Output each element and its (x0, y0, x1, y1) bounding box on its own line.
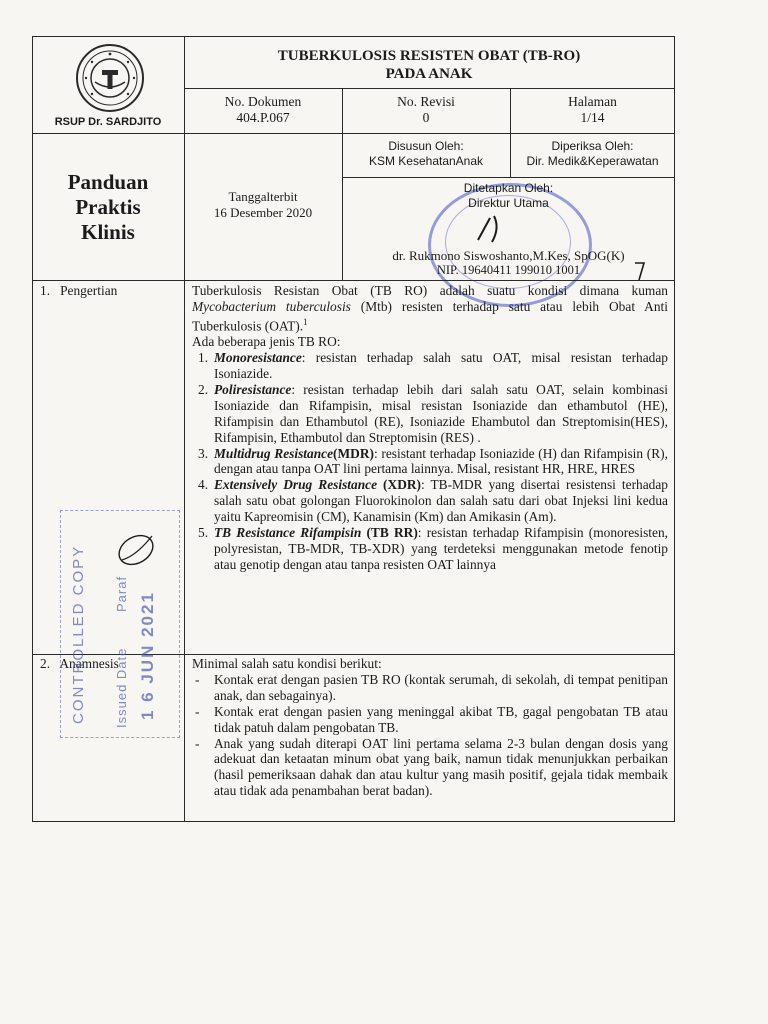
signature-mark (470, 210, 510, 246)
hospital-name: RSUP Dr. SARDJITO (54, 116, 162, 128)
document-title-line2: PADA ANAK (385, 66, 473, 82)
checked-by-label: Diperiksa Oleh: (551, 139, 634, 153)
page-label: Halaman (568, 94, 617, 109)
section2-body (192, 656, 668, 799)
doc-type-line2: Praktis (75, 195, 141, 219)
hospital-logo (62, 42, 158, 116)
prepared-by-value: KSM KesehatanAnak (368, 154, 484, 168)
section1-body (192, 283, 668, 573)
stamp-issued-date: 1 6 JUN 2021 (138, 591, 157, 720)
revision-label: No. Revisi (397, 94, 455, 109)
section2-title: 2. Anamnesis (40, 656, 119, 671)
revision-value: 0 (422, 110, 430, 125)
doc-type-line3: Klinis (81, 220, 135, 244)
list-item: 2. Poliresistance: resistan terhadap lebih dari salah satu OAT, selain kombinasi Isoniazide dan Rifampisin, misal resistan Isoniazide dan ethambutol (HE), Rifampisin dan Ethambutol (RE), Isoniazide Ehambutol dan Streptomisin(HES), Rifampisin, Ethambutol dan Streptomisin (RES) . (198, 381, 668, 445)
doc-type-line1: Panduan (67, 170, 149, 194)
doc-number-label: No. Dokumen (224, 94, 302, 109)
section1-title: 1. Pengertian (40, 283, 118, 298)
doc-number-value: 404.P.067 (236, 110, 290, 125)
section2-lead: Minimal salah satu kondisi berikut: (192, 656, 382, 671)
resistance-types-list (192, 350, 668, 573)
issued-date-label: Tanggalterbit (228, 189, 298, 204)
set-by-label: Ditetapkan Oleh: (463, 181, 554, 195)
checked-by-value: Dir. Medik&Keperawatan (526, 154, 659, 168)
signer-nip: NIP. 19640411 199010 1001 (436, 263, 581, 277)
list-item: - Anak yang sudah diterapi OAT lini pertama selama 2-3 bulan dengan dosis yang adekuat dan ketaatan minum obat yang baik, namun tidak menunjukkan perbaikan (hasil pemeriksaan dahak dan atau kultur yang masih positif, gejala tidak membaik atau tidak ada penambahan berat badan). (195, 735, 668, 799)
info-row-divider (342, 177, 675, 178)
list-item: 4. Extensively Drug Resistance (XDR): TB-MDR yang disertai resistensi terhadap salah satu obat golongan Fluorokinolon dan salah satu dari obat Injeksi lini kedua yaitu Kapreomisin (CM), Kanamisin (Km) dan Amikasin (Am). (198, 477, 668, 525)
controlled-copy-text: CONTROLLED COPY (70, 544, 87, 724)
document-title-line1: TUBERKULOSIS RESISTEN OBAT (TB-RO) (277, 48, 581, 64)
paraf-signature-mark (112, 524, 162, 574)
page-value: 1/14 (580, 110, 605, 125)
header-title-divider (184, 88, 675, 89)
list-item: 3. Multidrug Resistance(MDR): resistant terhadap Isoniazide (H) dan Rifampisin (R), dengan atau tanpa OAT lini pertama lainnya. Misal, resistant HR, HRE, HRES (198, 445, 668, 477)
issued-date-stamp-label: Issued Date (114, 647, 129, 728)
initial-mark (633, 260, 647, 282)
stamp-paraf-label: Paraf (114, 575, 129, 612)
set-by-role: Direktur Utama (468, 196, 549, 210)
signer-name: dr. Rukmono Siswoshanto,M.Kes, SpOG(K) (392, 248, 625, 263)
list-item: - Kontak erat dengan pasien TB RO (kontak serumah, di sekolah, di tempat penitipan anak, dan sebagainya). (195, 671, 668, 703)
list-item: 5. TB Resistance Rifampisin (TB RR): resistan terhadap Rifampisin (monoresisten, polyresistan, TB-MDR, TB-XDR) yang terdeteksi menggunakan metode fenotip atau genotip dengan atau tanpa resisten OAT lainnya (198, 525, 669, 572)
prepared-by-label: Disusun Oleh: (388, 139, 464, 153)
section1-lead: Ada beberapa jenis TB RO: (192, 334, 341, 350)
anamnesis-list (192, 672, 668, 799)
list-item: - Kontak erat dengan pasien yang meninggal akibat TB, gagal pengobatan TB atau tidak patuh dalam pengobatan TB. (195, 703, 668, 735)
content-col-divider (184, 280, 185, 822)
section1-intro: Tuberkulosis Resistan Obat (TB RO) adalah suatu kondisi dimana kuman Mycobacterium tuberculosis (Mtb) resisten terhadap satu atau lebih Obat Anti Tuberkulosis (OAT).$^1$ (192, 283, 668, 334)
list-item: 1. Monoresistance: resistan terhadap salah satu OAT, misal resistan terhadap Isoniazide. (198, 350, 668, 381)
issued-date-value: 16 Desember 2020 (213, 205, 313, 220)
